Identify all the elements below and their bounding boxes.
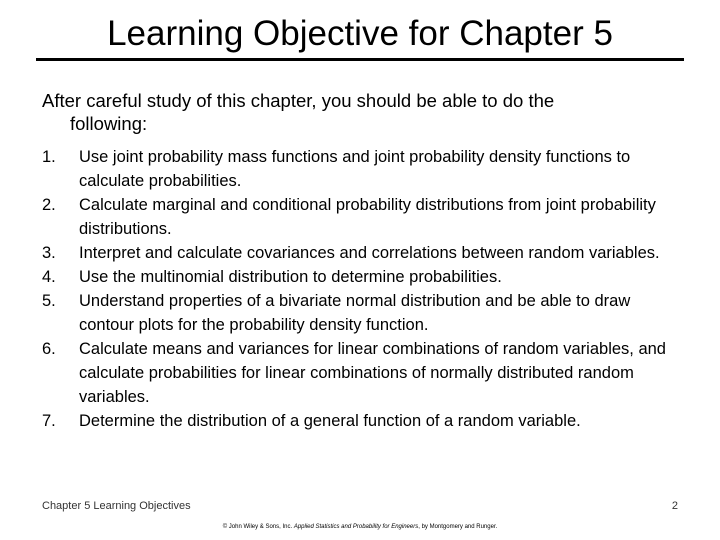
objective-text: Calculate marginal and conditional probability distributions from joint probability distributions.	[79, 196, 656, 238]
objective-item	[42, 337, 682, 409]
objective-number: 3.	[42, 244, 56, 262]
objective-text: Use the multinomial distribution to determine probabilities.	[79, 268, 502, 286]
objective-text: Determine the distribution of a general function of a random variable.	[79, 412, 581, 430]
objective-text: Use joint probability mass functions and joint probability density functions to calculate probabilities.	[79, 148, 631, 190]
objective-number: 2.	[42, 196, 56, 214]
objectives-list	[42, 145, 682, 433]
objective-item	[42, 265, 682, 289]
title-divider	[36, 58, 684, 61]
intro-line-1: After careful study of this chapter, you should be able to do the	[42, 90, 555, 111]
copyright-notice	[0, 524, 720, 530]
objective-item	[42, 409, 682, 433]
footer-chapter-label: Chapter 5 Learning Objectives	[42, 500, 191, 512]
objective-text: Calculate means and variances for linear combinations of random variables, and calculate probabilities for linear combinations of normally distributed random variables.	[79, 340, 666, 406]
page-number: 2	[671, 500, 678, 512]
objective-number: 4.	[42, 268, 56, 286]
slide-title: Learning Objective for Chapter 5	[107, 14, 613, 53]
objective-number: 1.	[42, 148, 56, 166]
objective-number: 5.	[42, 292, 56, 310]
copyright-suffix: , by Montgomery and Runger.	[418, 524, 498, 530]
copyright-book-title: Applied Statistics and Probability for Engineers	[293, 524, 419, 530]
objective-item	[42, 289, 682, 337]
objective-item	[42, 241, 682, 265]
objective-number: 6.	[42, 340, 56, 358]
intro-text	[42, 89, 682, 135]
objective-text: Understand properties of a bivariate normal distribution and be able to draw contour plots for the probability density function.	[79, 292, 631, 334]
copyright-prefix: © John Wiley & Sons, Inc.	[222, 524, 294, 530]
intro-line-2: following:	[70, 113, 148, 134]
objective-item	[42, 145, 682, 193]
objective-text: Interpret and calculate covariances and correlations between random variables.	[79, 244, 660, 262]
objective-number: 7.	[42, 412, 56, 430]
objective-item	[42, 193, 682, 241]
